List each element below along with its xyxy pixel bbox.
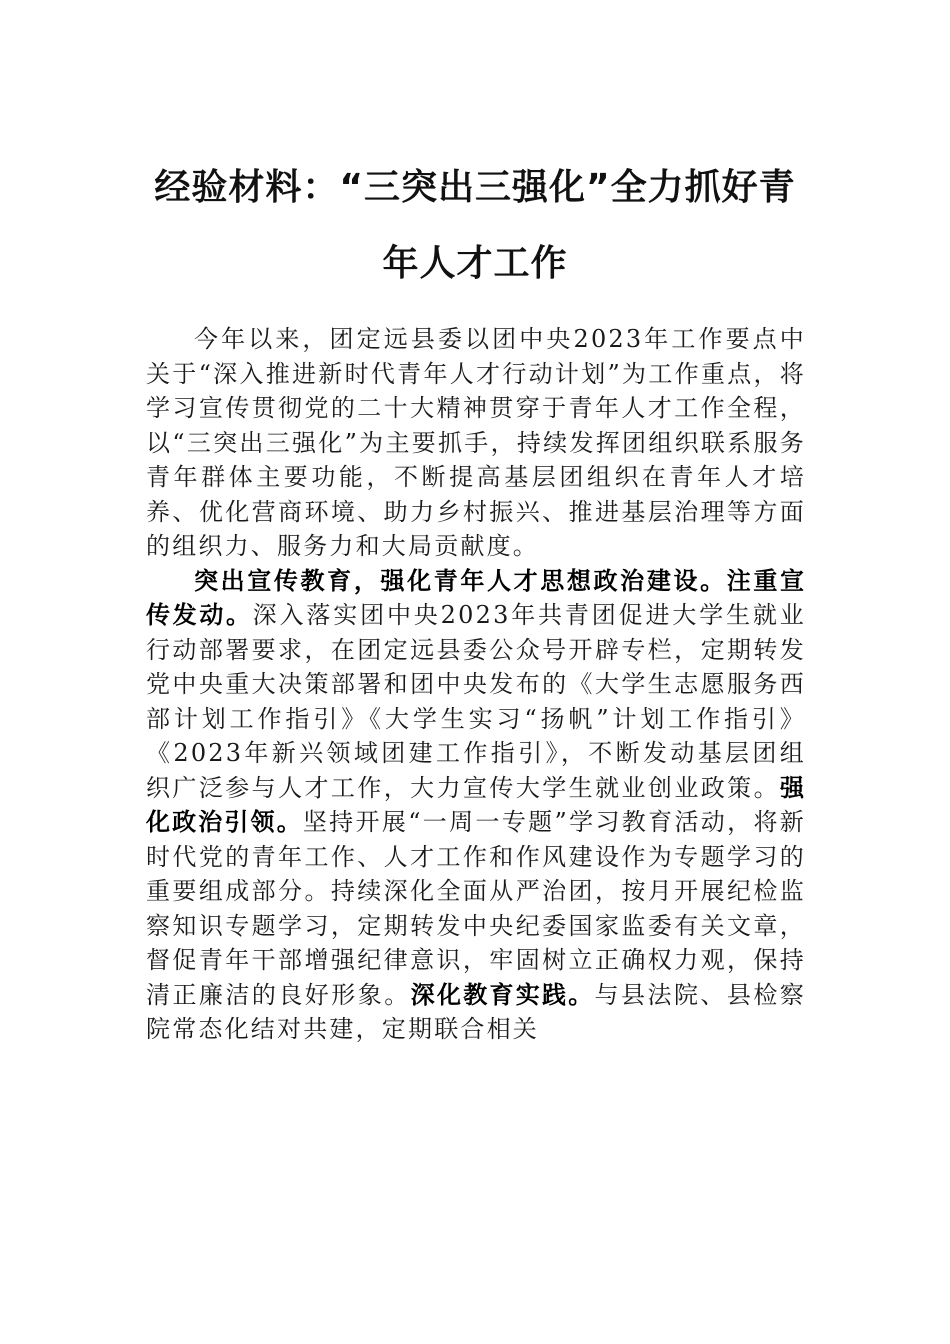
- political-guidance-text: 坚持开展“一周一专题”学习教育活动，将新时代党的青年工作、人才工作和作风建设作为专题学习的重要组成部分。持续深化全面从严治团，按月开展纪检监察知识专题学习，定期转发中央纪委国家监委有关文章，督促青年干部增强纪律意识，牢固树立正确权力观，保持清正廉洁的良好形象。: [146, 808, 807, 1009]
- document-title: 经验材料：“三突出三强化”全力抓好青年人才工作: [154, 167, 796, 284]
- document-body: [146, 322, 806, 1047]
- section-heading: 突出宣传教育，强化青年人才思想政治建设。: [194, 566, 727, 595]
- subheading-political-guidance: 强化政治引领。: [146, 773, 806, 836]
- subheading-publicity: 注重宣传发动。: [146, 566, 807, 629]
- intro-paragraph: 今年以来，团定远县委以团中央2023年工作要点中关于“深入推进新时代青年人才行动计划”为工作重点，将学习宣传贯彻党的二十大精神贯穿于青年人才工作全程，以“三突出三强化”为主要抓手，持续发挥团组织联系服务青年群体主要功能，不断提高基层团组织在青年人才培养、优化营商环境、助力乡村振兴、推进基层治理等方面的组织力、服务力和大局贡献度。: [146, 325, 806, 560]
- publicity-text: 深入落实团中央2023年共青团促进大学生就业行动部署要求，在团定远县委公众号开辟专栏，定期转发党中央重大决策部署和团中央发布的《大学生志愿服务西部计划工作指引》《大学生实习“扬帆”计划工作指引》《2023年新兴领域团建工作指引》，不断发动基层团组织广泛参与人才工作，大力宣传大学生就业创业政策。: [146, 601, 806, 802]
- subheading-education-practice: 深化教育实践。: [410, 980, 595, 1009]
- education-practice-text: 与县法院、县检察院常态化结对共建，定期联合相关: [146, 980, 807, 1043]
- section-paragraph: [146, 564, 806, 1047]
